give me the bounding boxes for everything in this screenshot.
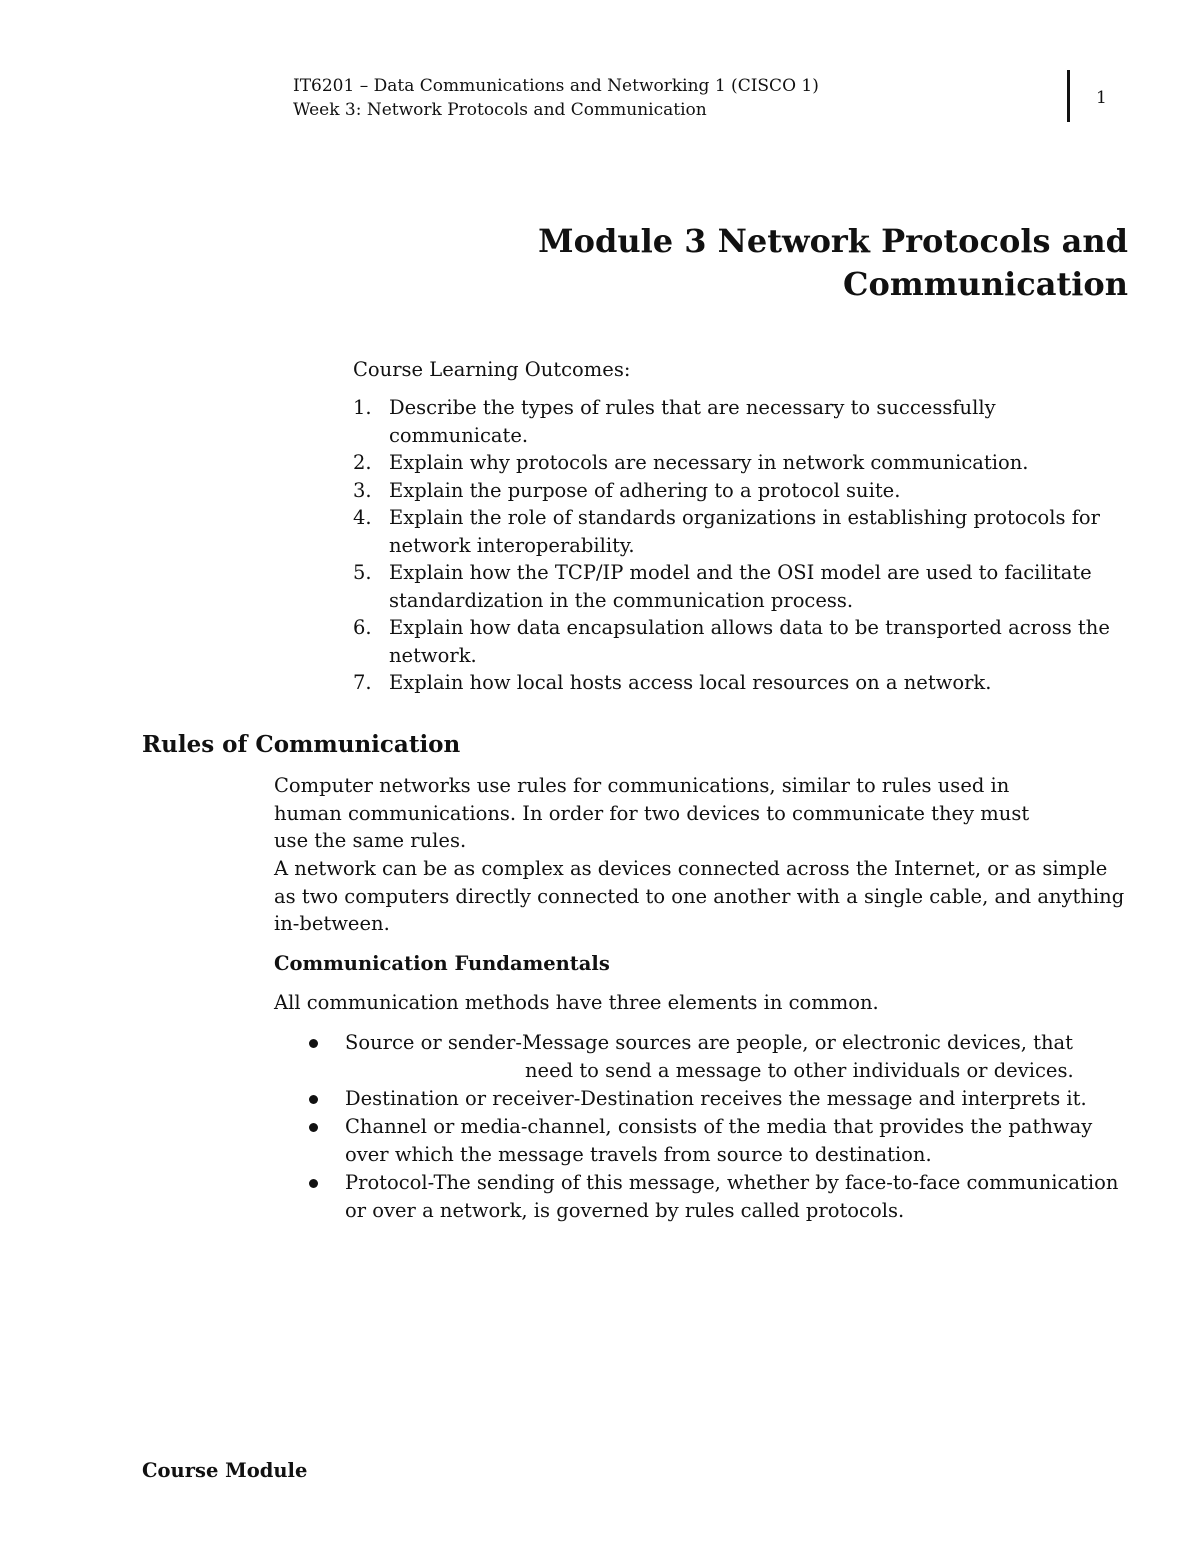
outcome-number: 3. xyxy=(353,478,372,502)
section-heading: Rules of Communication xyxy=(142,731,461,758)
learning-outcomes-list xyxy=(353,394,1143,697)
paragraph-line: use the same rules. xyxy=(274,829,467,852)
elements-bullet-list xyxy=(306,1029,1166,1225)
outcome-text: communicate. xyxy=(389,423,529,447)
learning-outcome-item xyxy=(353,449,1143,477)
page-number: 1 xyxy=(1096,88,1107,108)
module-title-line-2: Communication xyxy=(843,265,1128,303)
paragraph-network xyxy=(274,855,1154,938)
learning-outcomes-heading: Course Learning Outcomes: xyxy=(353,358,631,381)
bullet-dot-icon xyxy=(309,1179,318,1188)
bullet-text: Channel or media-channel, consists of the media that provides the pathway xyxy=(345,1115,1093,1138)
outcome-text: network interoperability. xyxy=(389,533,635,557)
bullet-dot-icon xyxy=(309,1123,318,1132)
header-divider xyxy=(1067,70,1070,122)
module-title xyxy=(528,220,1128,306)
bullet-dot-icon xyxy=(309,1039,318,1048)
paragraph-line: in-between. xyxy=(274,912,390,935)
outcome-text: Explain why protocols are necessary in network communication. xyxy=(389,451,1029,474)
bullet-text: need to send a message to other individuals or devices. xyxy=(525,1059,1074,1082)
outcome-text: Explain the role of standards organizations in establishing protocols for xyxy=(389,506,1100,529)
outcome-text: Explain the purpose of adhering to a protocol suite. xyxy=(389,478,901,502)
outcome-number: 1. xyxy=(353,396,372,419)
outcome-text: Explain how data encapsulation allows data to be transported across the xyxy=(389,616,1110,639)
paragraph-rules xyxy=(274,772,1154,855)
outcome-number: 2. xyxy=(353,451,372,474)
week-title: Week 3: Network Protocols and Communication xyxy=(293,100,707,120)
module-title-line-1: Module 3 Network Protocols and xyxy=(538,222,1128,260)
learning-outcome-item xyxy=(353,504,1143,559)
outcome-text: Describe the types of rules that are necessary to successfully xyxy=(389,396,996,419)
outcome-number: 6. xyxy=(353,616,372,639)
bullet-text: or over a network, is governed by rules called protocols. xyxy=(345,1199,905,1222)
paragraph-line: human communications. In order for two devices to communicate they must xyxy=(274,801,1030,825)
outcome-number: 7. xyxy=(353,671,372,694)
bullet-item xyxy=(306,1169,1166,1225)
bullet-text: Protocol-The sending of this message, whether by face-to-face communication xyxy=(345,1171,1119,1194)
bullet-text: Source or sender-Message sources are people, or electronic devices, that xyxy=(345,1031,1074,1054)
page-header xyxy=(293,74,1033,122)
bullet-item xyxy=(306,1029,1166,1085)
learning-outcome-item xyxy=(353,614,1143,669)
learning-outcome-item xyxy=(353,669,1143,697)
bullet-dot-icon xyxy=(309,1095,318,1104)
paragraph-line: A network can be as complex as devices connected across the Internet, or as simple xyxy=(274,857,1108,880)
outcome-text: standardization in the communication process. xyxy=(389,588,854,612)
paragraph-line: as two computers directly connected to one another with a single cable, and anything xyxy=(274,884,1125,908)
bullet-text: over which the message travels from source to destination. xyxy=(345,1143,932,1166)
learning-outcome-item xyxy=(353,559,1143,614)
bullet-item xyxy=(306,1113,1166,1169)
learning-outcome-item xyxy=(353,394,1143,449)
paragraph-line: Computer networks use rules for communications, similar to rules used in xyxy=(274,774,1010,797)
learning-outcome-item xyxy=(353,477,1143,505)
outcome-number: 5. xyxy=(353,561,372,584)
bullet-item xyxy=(306,1085,1166,1113)
bullet-text: Destination or receiver-Destination receives the message and interprets it. xyxy=(345,1087,1087,1110)
outcome-text: Explain how the TCP/IP model and the OSI model are used to facilitate xyxy=(389,561,1092,584)
course-title: IT6201 – Data Communications and Networking 1 (CISCO 1) xyxy=(293,76,819,96)
outcome-number: 4. xyxy=(353,506,372,529)
outcome-text: Explain how local hosts access local resources on a network. xyxy=(389,671,992,694)
outcome-text: network. xyxy=(389,643,477,667)
footer-label: Course Module xyxy=(142,1459,308,1482)
fundamentals-intro: All communication methods have three elements in common. xyxy=(274,991,879,1014)
subheading-fundamentals: Communication Fundamentals xyxy=(274,952,610,975)
